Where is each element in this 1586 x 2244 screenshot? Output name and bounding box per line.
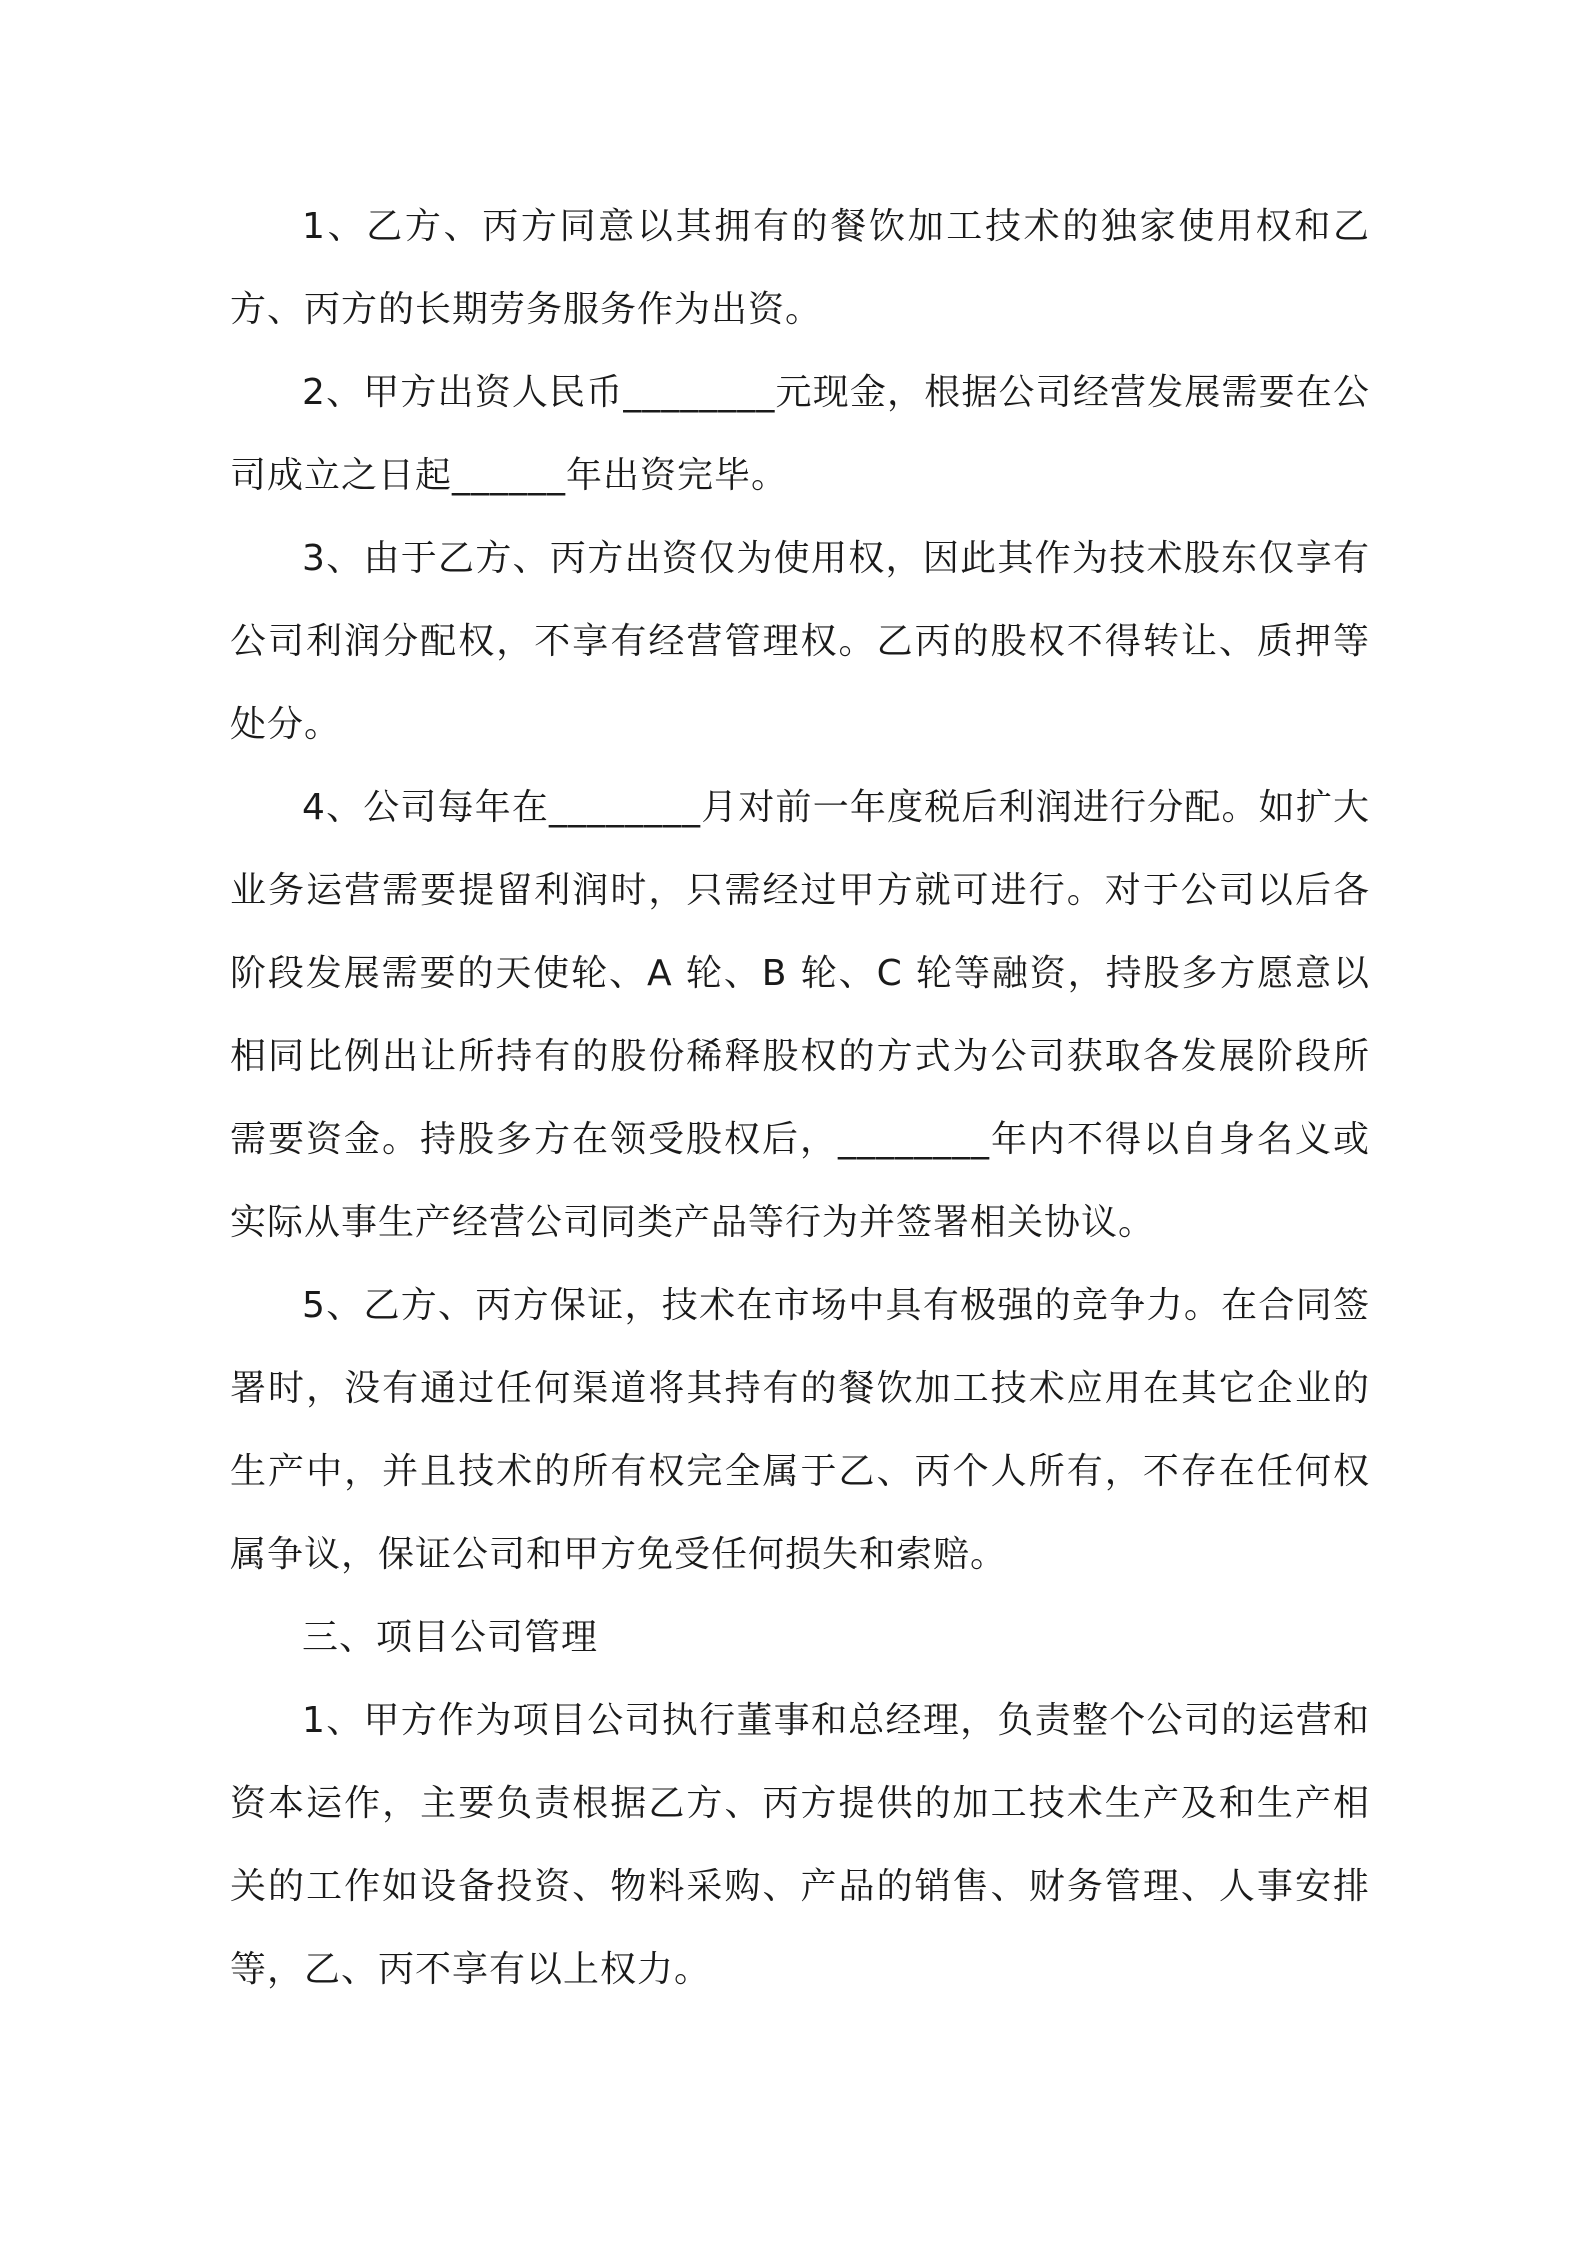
document-body (230, 185, 1370, 2011)
clause-management-duties: 1、甲方作为项目公司执行董事和总经理，负责整个公司的运营和资本运作，主要负责根据乙方、丙方提供的加工技术生产及和生产相关的工作如设备投资、物料采购、产品的销售、财务管理、人事安排等，乙、丙不享有以上权力。 (230, 1700, 1370, 1990)
clause-investment-technology: 1、乙方、丙方同意以其拥有的餐饮加工技术的独家使用权和乙方、丙方的长期劳务服务作为出资。 (230, 206, 1370, 330)
clause-technology-guarantee: 5、乙方、丙方保证，技术在市场中具有极强的竞争力。在合同签署时，没有通过任何渠道将其持有的餐饮加工技术应用在其它企业的生产中，并且技术的所有权完全属于乙、丙个人所有，不存在任何权属争议，保证公司和甲方免受任何损失和索赔。 (230, 1285, 1370, 1575)
clause-profit-distribution: 4、公司每年在________月对前一年度税后利润进行分配。如扩大业务运营需要提留利润时，只需经过甲方就可进行。对于公司以后各阶段发展需要的天使轮、A 轮、B 轮、C 轮等融资，持股多方愿意以相同比例出让所持有的股份稀释股权的方式为公司获取各发展阶段所需要资金。持股多方在领受股权后，________年内不得以自身名义或实际从事生产经营公司同类产品等行为并签署相关协议。 (230, 787, 1370, 1243)
clause-investment-cash: 2、甲方出资人民币________元现金，根据公司经营发展需要在公司成立之日起______年出资完毕。 (230, 372, 1370, 496)
section-heading-management: 三、项目公司管理 (302, 1617, 599, 1658)
clause-usage-rights: 3、由于乙方、丙方出资仅为使用权，因此其作为技术股东仅享有公司利润分配权，不享有经营管理权。乙丙的股权不得转让、质押等处分。 (230, 538, 1370, 745)
